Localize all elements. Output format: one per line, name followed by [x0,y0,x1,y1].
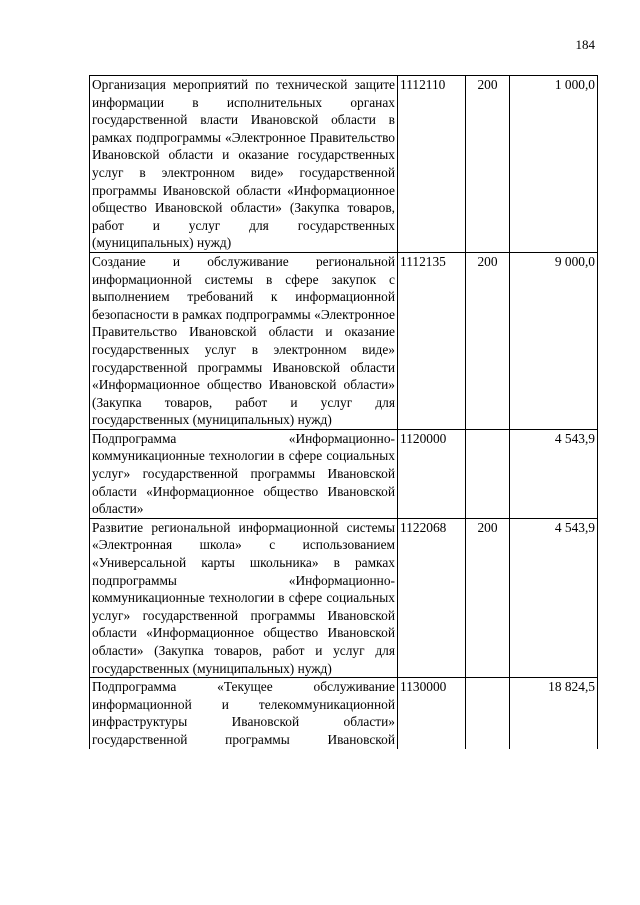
table-row [90,252,598,429]
row-name: Подпрограмма «Текущее обслуживание информационной и телекоммуникационной инфраструктуры Ивановской области» государственной программы Ивановской [90,678,398,749]
row-target-code: 1120000 [398,429,466,518]
table-row [90,518,598,677]
row-expense-type: 200 [466,252,510,429]
table-row [90,429,598,518]
row-name: Развитие региональной информационной системы «Электронная школа» с использованием «Универсальной карты школьника» в рамках подпрограммы «Информационно-коммуникационные технологии в сфере социальных услуг» государственной программы Ивановской области «Информационное общество Ивановской области» (Закупка товаров, работ и услуг для государственных (муниципальных) нужд) [90,518,398,677]
table-row [90,76,598,253]
row-expense-type: 200 [466,518,510,677]
row-expense-type: 200 [466,76,510,253]
page-number: 184 [575,37,595,52]
row-name: Организация мероприятий по технической защите информации в исполнительных органах государственной власти Ивановской области в рамках подпрограммы «Электронное Правительство Ивановской области и оказание государственных услуг в электронном виде» государственной программы Ивановской области «Информационное общество Ивановской области» (Закупка товаров, работ и услуг для государственных (муниципальных) нужд) [90,76,398,253]
row-expense-type [466,429,510,518]
budget-table [89,75,598,749]
row-amount: 4 543,9 [510,429,598,518]
row-amount: 1 000,0 [510,76,598,253]
row-expense-type [466,678,510,749]
row-amount: 18 824,5 [510,678,598,749]
row-amount: 9 000,0 [510,252,598,429]
row-name: Создание и обслуживание региональной информационной системы в сфере закупок с выполнением требований к информационной безопасности в рамках подпрограммы «Электронное Правительство Ивановской области и оказание государственных услуг в электронном виде» государственной программы Ивановской области «Информационное общество Ивановской области» (Закупка товаров, работ и услуг для государственных (муниципальных) нужд) [90,252,398,429]
row-target-code: 1112135 [398,252,466,429]
row-target-code: 1130000 [398,678,466,749]
row-name: Подпрограмма «Информационно-коммуникационные технологии в сфере социальных услуг» государственной программы Ивановской области «Информационное общество Ивановской области» [90,429,398,518]
row-target-code: 1112110 [398,76,466,253]
row-amount: 4 543,9 [510,518,598,677]
table-row [90,678,598,749]
row-target-code: 1122068 [398,518,466,677]
